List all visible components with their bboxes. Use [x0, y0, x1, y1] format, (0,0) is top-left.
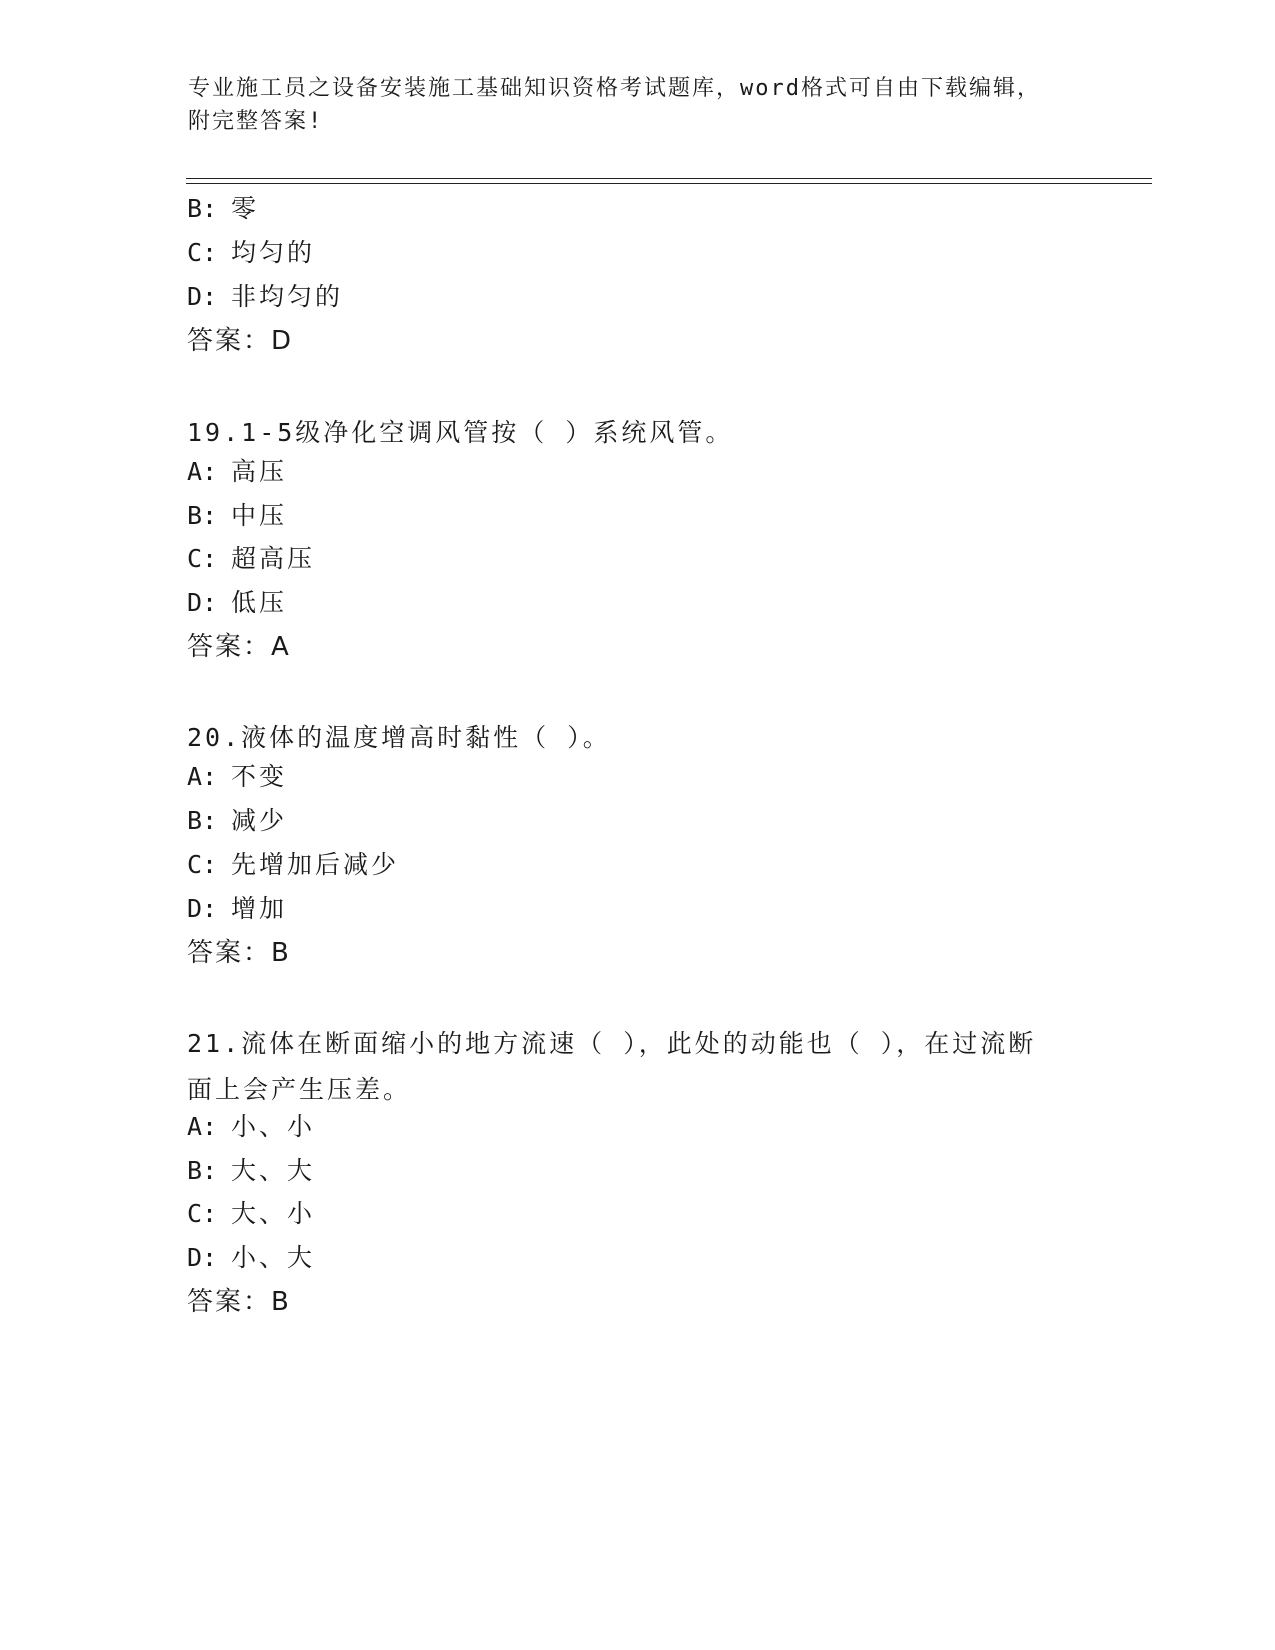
option-key: A: — [187, 457, 218, 486]
option-text: 增加 — [231, 894, 288, 923]
option-text: 中压 — [231, 501, 288, 530]
document-header — [188, 72, 1088, 138]
option-d — [187, 893, 287, 925]
header-divider-bottom — [186, 183, 1152, 184]
option-c — [187, 849, 399, 881]
option-key: A: — [187, 1112, 218, 1141]
option-text: 非均匀的 — [231, 282, 344, 311]
option-d — [187, 587, 287, 619]
option-a — [187, 1111, 315, 1143]
option-c — [187, 237, 315, 269]
option-b — [187, 805, 287, 837]
option-b — [187, 1155, 315, 1187]
option-c — [187, 1198, 315, 1230]
question-19-stem: 19.1-5级净化空调风管按（ ）系统风管。 — [187, 418, 734, 447]
option-key: D: — [187, 282, 218, 311]
option-b — [187, 193, 259, 225]
option-key: B: — [187, 1156, 218, 1185]
answer-line: 答案：A — [187, 632, 291, 662]
option-key: B: — [187, 194, 218, 223]
option-key: C: — [187, 544, 218, 573]
option-text: 减少 — [231, 806, 288, 835]
answer-line: 答案：D — [187, 326, 294, 356]
option-text: 小、大 — [231, 1243, 316, 1272]
option-d — [187, 281, 343, 313]
option-key: C: — [187, 850, 218, 879]
option-text: 低压 — [231, 588, 288, 617]
option-text: 先增加后减少 — [231, 850, 400, 879]
question-21-stem-line-2: 面上会产生压差。 — [187, 1075, 412, 1104]
option-a — [187, 456, 287, 488]
option-text: 零 — [231, 194, 260, 223]
option-key: B: — [187, 501, 218, 530]
option-key: B: — [187, 806, 218, 835]
option-text: 大、大 — [231, 1156, 316, 1185]
option-text: 不变 — [231, 762, 288, 791]
option-key: D: — [187, 1243, 218, 1272]
option-text: 均匀的 — [231, 238, 316, 267]
option-c — [187, 543, 315, 575]
header-title-line-1: 专业施工员之设备安装施工基础知识资格考试题库，word格式可自由下载编辑， — [188, 76, 1041, 101]
option-key: D: — [187, 894, 218, 923]
option-key: D: — [187, 588, 218, 617]
option-text: 小、小 — [231, 1112, 316, 1141]
option-key: C: — [187, 1199, 218, 1228]
question-21-stem — [187, 1021, 1087, 1113]
option-key: C: — [187, 238, 218, 267]
header-title-line-2: 附完整答案! — [188, 109, 324, 134]
option-text: 超高压 — [231, 544, 316, 573]
option-text: 大、小 — [231, 1199, 316, 1228]
answer-line: 答案：B — [187, 938, 291, 968]
option-text: 高压 — [231, 457, 288, 486]
option-key: A: — [187, 762, 218, 791]
question-21-stem-line-1: 21.流体在断面缩小的地方流速（ ），此处的动能也（ ），在过流断 — [187, 1029, 1037, 1058]
option-d — [187, 1242, 315, 1274]
answer-line: 答案：B — [187, 1287, 291, 1317]
option-b — [187, 500, 287, 532]
option-a — [187, 761, 287, 793]
question-20-stem: 20.液体的温度增高时黏性（ ）。 — [187, 723, 611, 752]
header-divider-top — [186, 178, 1152, 179]
